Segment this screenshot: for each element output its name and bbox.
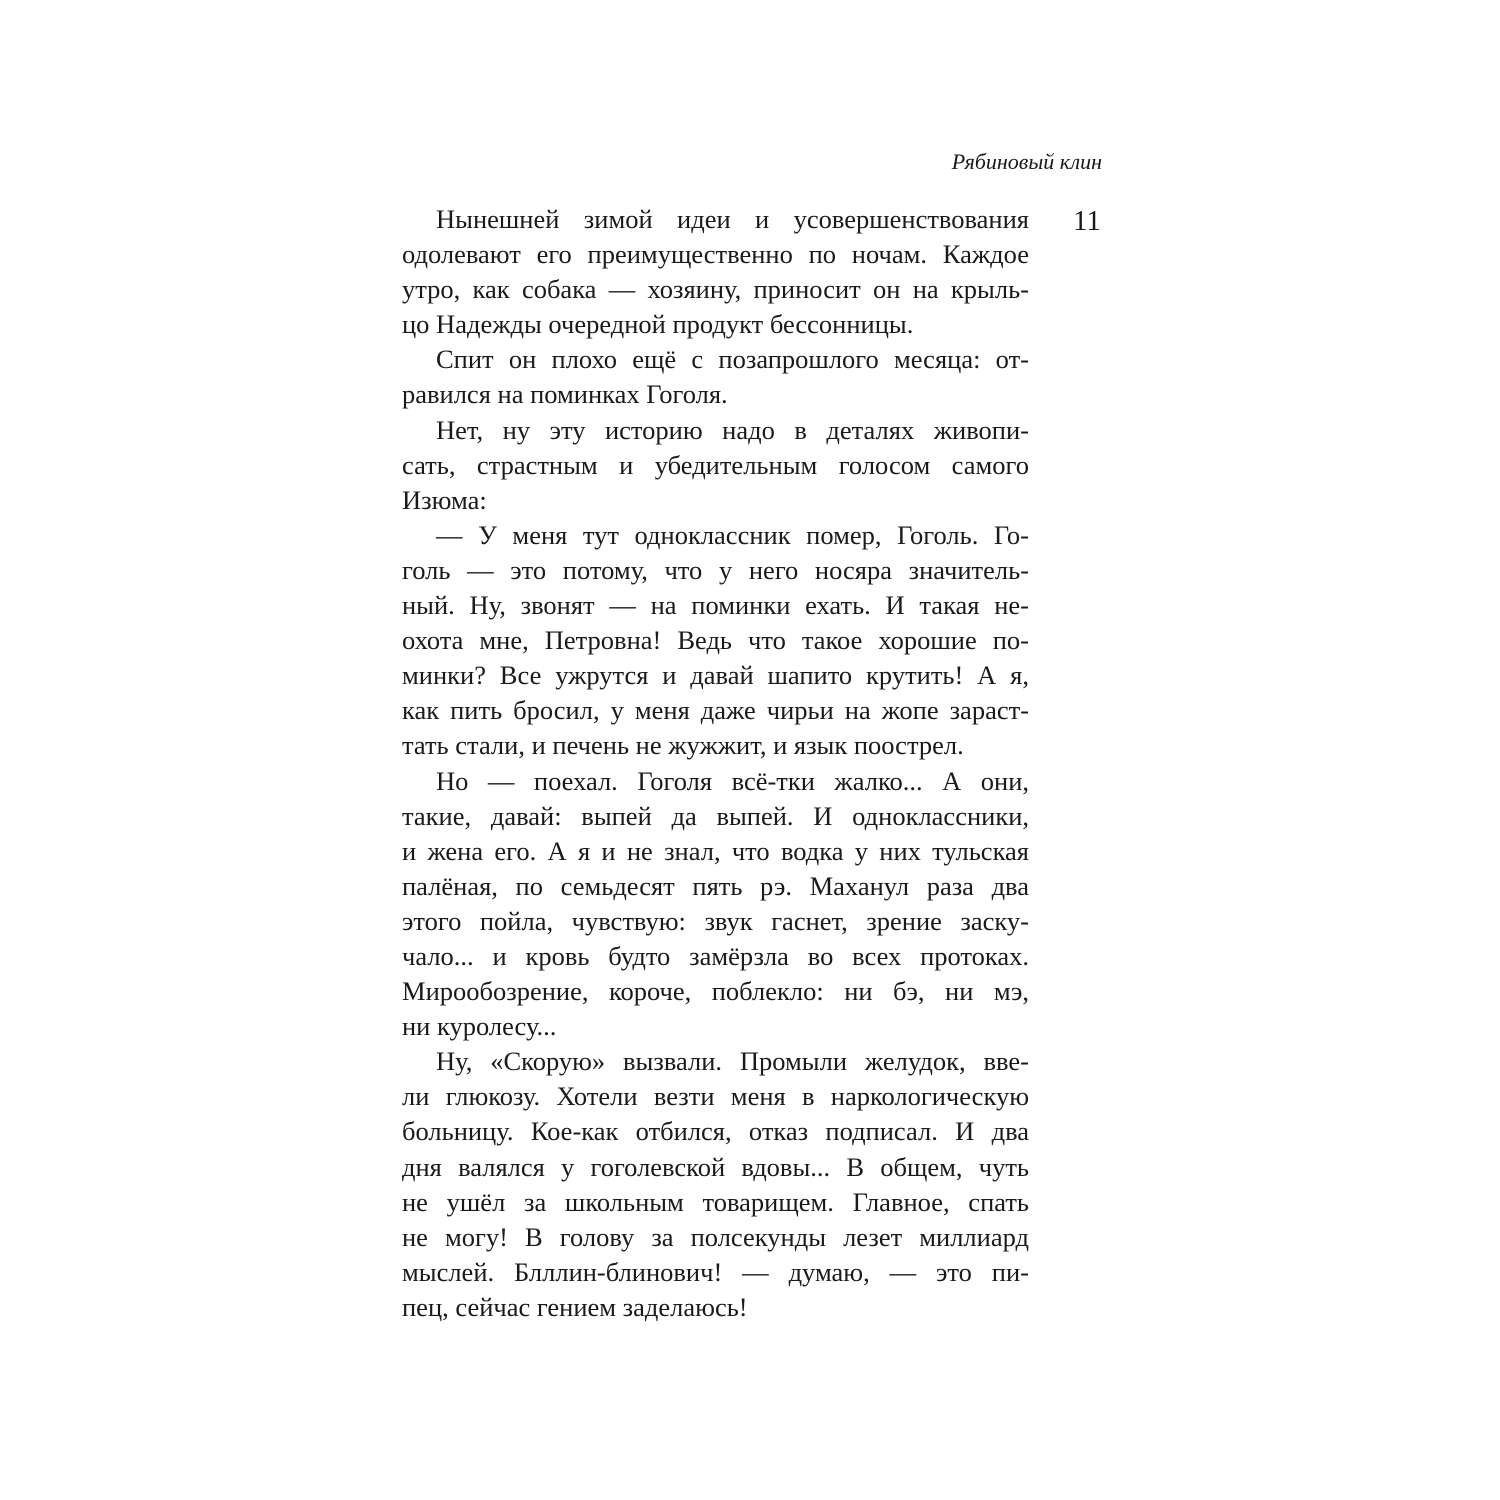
text-line: минки? Все ужрутся и давай шапито крутить! А я,	[402, 660, 1029, 691]
text-line: такие, давай: выпей да выпей. И одноклассники,	[402, 800, 1029, 831]
paragraph	[402, 413, 1029, 518]
text-line: дня валялся у гоголевской вдовы... В общем, чуть	[402, 1151, 1029, 1182]
text-line: одолевают его преимущественно по ночам. Каждое	[402, 239, 1029, 270]
text-line: тать стали, и печень не жужжит, и язык поострел.	[402, 730, 964, 761]
paragraph	[402, 518, 1029, 764]
text-line: ный. Ну, звонят — на поминки ехать. И такая не-	[402, 590, 1029, 621]
text-line: ли глюкозу. Хотели везти меня в наркологическую	[402, 1081, 1029, 1112]
text-line: и жена его. А я и не знал, что водка у них тульская	[402, 835, 1029, 866]
text-line: сать, страстным и убедительным голосом самого	[402, 449, 1029, 480]
text-line: палёная, по семьдесят пять рэ. Маханул раза два	[402, 870, 1029, 901]
text-line: цо Надежды очередной продукт бессонницы.	[402, 309, 914, 340]
paragraph	[402, 1044, 1029, 1325]
paragraph	[402, 202, 1029, 342]
text-line: — У меня тут одноклассник помер, Гоголь. Го-	[436, 519, 1029, 550]
page-number: 11	[1073, 205, 1101, 237]
text-line: не могу! В голову за полсекунды лезет миллиард	[402, 1221, 1029, 1252]
text-line: охота мне, Петровна! Ведь что такое хорошие по-	[402, 625, 1029, 656]
text-line: пец, сейчас гением заделаюсь!	[402, 1291, 748, 1322]
text-line: Изюма:	[402, 484, 487, 515]
text-line: как пить бросил, у меня даже чирьи на жопе зараст-	[402, 695, 1029, 726]
text-line: ни куролесу...	[402, 1011, 557, 1042]
text-line: Нет, ну эту историю надо в деталях живопи-	[436, 414, 1029, 445]
text-line: равился на поминках Гоголя.	[402, 379, 728, 410]
text-line: мыслей. Блллин-блинович! — думаю, — это пи-	[402, 1256, 1029, 1287]
text-line: Нынешней зимой идеи и усовершенствования	[436, 204, 1029, 234]
text-line: чало... и кровь будто замёрзла во всех протоках.	[402, 940, 1029, 971]
text-line: этого пойла, чувствую: звук гаснет, зрение заску-	[402, 905, 1029, 936]
running-head: Рябиновый клин	[951, 149, 1102, 174]
text-line: не ушёл за школьным товарищем. Главное, спать	[402, 1186, 1029, 1217]
paragraph	[402, 342, 1029, 412]
text-line: Ну, «Скорую» вызвали. Промыли желудок, вве-	[436, 1046, 1029, 1077]
text-line: больницу. Кое-как отбился, отказ подписал. И два	[402, 1116, 1029, 1147]
text-line: Но — поехал. Гоголя всё-тки жалко... А они,	[436, 765, 1029, 796]
text-line: Мирообозрение, короче, поблекло: ни бэ, ни мэ,	[402, 976, 1029, 1007]
paragraph	[402, 764, 1029, 1045]
body-text	[402, 202, 1029, 1325]
text-line: голь — это потому, что у него носяра значитель-	[402, 554, 1029, 585]
text-line: утро, как собака — хозяину, приносит он на крыль-	[402, 274, 1029, 305]
text-line: Спит он плохо ещё с позапрошлого месяца: от-	[436, 344, 1029, 375]
